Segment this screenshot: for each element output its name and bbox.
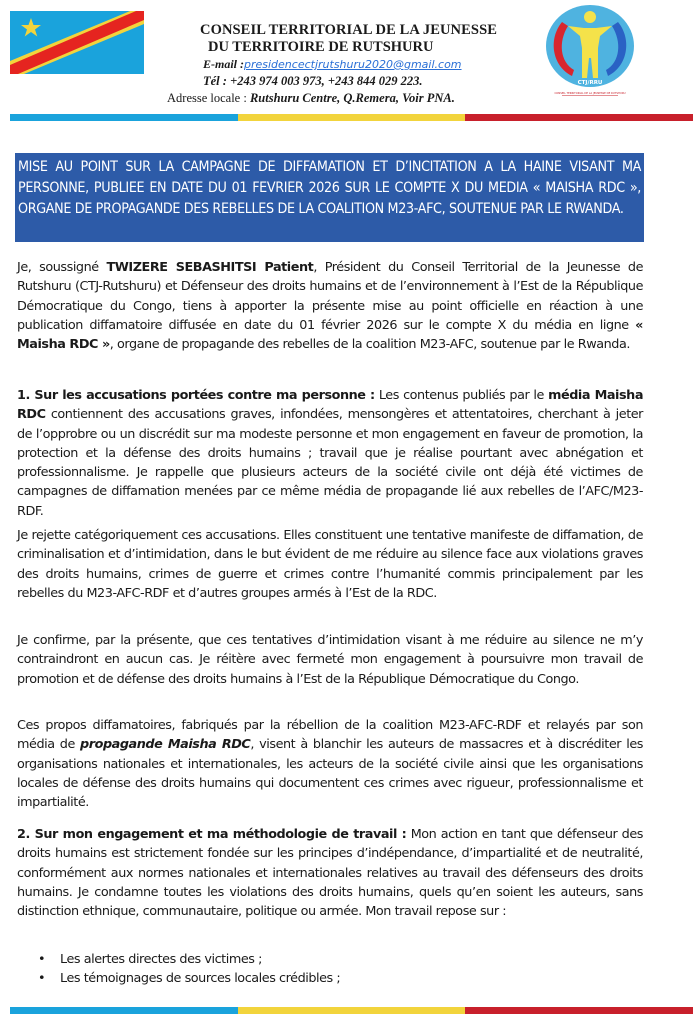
text: , organe de propagande des rebelles de la coalition M23-AFC, soutenue par le Rwanda. (109, 337, 630, 353)
text: contiennent des accusations graves, infondées, mensongères et attentatoires, cherchant à jeter de l’opprobre ou un discrédit sur ma modeste personne et mon engagement en faveur de promotion, la protection et la défense des droits humains ; travail que je réalise pourtant avec abnégation et professionnalisme. Je rappelle que plusieurs acteurs de la société civile ont déjà été victimes de campagnes de diffamation menées par ce même média de propagande lié aux rebelles de l’AFC/M23-RDF. (17, 407, 643, 519)
paragraph-section-1 (17, 386, 643, 521)
bar-segment-blue (10, 1007, 238, 1014)
phone-line: Tél : +243 974 003 973, +243 844 029 223. (203, 74, 423, 88)
address-value: Rutshuru Centre, Q.Remera, Voir PNA. (246, 91, 455, 105)
email-link[interactable]: presidencectjrutshuru2020@gmail.com (244, 58, 462, 71)
media-name: propagande Maisha RDC (80, 737, 251, 753)
list-item: • Les témoignages de sources locales crédibles ; (38, 969, 340, 988)
org-name-line2: DU TERRITOIRE DE RUTSHURU (208, 39, 434, 55)
address-label: Adresse locale : (167, 91, 247, 105)
address-line (167, 91, 455, 106)
bar-segment-red (465, 1007, 693, 1014)
text: , visent à blanchir les auteurs de massacres et à discréditer les organisations nationales et internationales, les acteurs de la société civile ainsi que les organisations locales de défense des droits humains qui documentent ces crimes avec rigueur, professionnalisme et impartialité. (17, 737, 643, 811)
logo-acronym: CTJ/RRU (577, 80, 603, 86)
signatory-name: TWIZERE SEBASHITSI Patient (106, 260, 314, 275)
section-heading: 2. Sur mon engagement et ma méthodologie de travail : (17, 827, 407, 842)
bar-segment-yellow (238, 114, 466, 121)
text: Je, soussigné (17, 260, 107, 275)
media-name: média Maisha RDC (17, 388, 644, 423)
text: , Président du Conseil Territorial de la Jeunesse de Rutshuru (CTJ-Rutshuru) et Défenseur des droits humains et de l’environnement à l’Est de la République Démocratique du Congo, tiens à apporter la présente mise au point officielle en réaction à une publication diffamatoire diffusée en date du 01 février 2026 sur le compte X du média en ligne (17, 260, 643, 333)
email-line (203, 57, 462, 72)
media-name: « Maisha RDC » (17, 317, 643, 353)
bar-segment-blue (10, 114, 238, 121)
email-label: E-mail : (203, 57, 244, 71)
text: Mon action en tant que défenseur des droits humains est strictement fondée sur les principes d’indépendance, d’impartialité et de neutralité, conformément aux normes nationales et internationales relatives au travail des défenseurs des droits humains. Je condamne toutes les violations des droits humains, quels qu’en soient les auteurs, sans distinction ethnique, communautaire, politique ou armée. Mon travail repose sur : (17, 827, 643, 920)
document-title: MISE AU POINT SUR LA CAMPAGNE DE DIFFAMATION ET D’INCITATION A LA HAINE VISANT MA PERSONNE, PUBLIEE EN DATE DU 01 FEVRIER 2026 SUR LE COMPTE X DU MEDIA « MAISHA RDC », ORGANE DE PROPAGANDE DES REBELLES DE LA COALITION M23-AFC, SOUTENUE PAR LE RWANDA. (15, 153, 644, 242)
logo-caption: CONSEIL TERRITORIAL DE LA JEUNESSE DE RUTSHURU (554, 92, 626, 95)
letterhead (0, 0, 693, 115)
paragraph-intro (17, 258, 643, 354)
footer-color-bar (10, 1007, 693, 1014)
text: Les contenus publiés par le (374, 388, 549, 403)
section-heading: 1. Sur les accusations portées contre ma personne : (17, 388, 375, 403)
paragraph-rejection: Je rejette catégoriquement ces accusations. Elles constituent une tentative manifeste de diffamation, de criminalisation et d’intimidation, dans le but évident de me réduire au silence face aux violations graves des droits humains, crimes de guerre et crimes contre l’humanité commis principalement par les rebelles du M23-AFC-RDF et d’autres groupes armés à l’Est de la RDC. (17, 528, 643, 601)
bar-segment-yellow (238, 1007, 466, 1014)
text: Ces propos diffamatoires, fabriqués par la rébellion de la coalition M23-AFC-RDF et relayés par son média de (17, 718, 643, 753)
header-color-bar (10, 114, 693, 121)
drc-flag-icon (10, 11, 144, 74)
paragraph-propaganda (17, 716, 643, 812)
paragraph-confirmation: Je confirme, par la présente, que ces tentatives d’intimidation visant à me réduire au silence ne m’y contraindront en aucun cas. Je réitère avec fermeté mon engagement à poursuivre mon travail de promotion et de défense des droits humains à l’Est de la République Démocratique du Congo. (17, 633, 643, 687)
methodology-list (38, 950, 340, 988)
ctj-logo-icon (540, 4, 640, 104)
paragraph-section-2 (17, 825, 643, 921)
bar-segment-red (465, 114, 693, 121)
list-item: • Les alertes directes des victimes ; (38, 950, 340, 969)
org-name-line1: CONSEIL TERRITORIAL DE LA JEUNESSE (200, 22, 498, 38)
